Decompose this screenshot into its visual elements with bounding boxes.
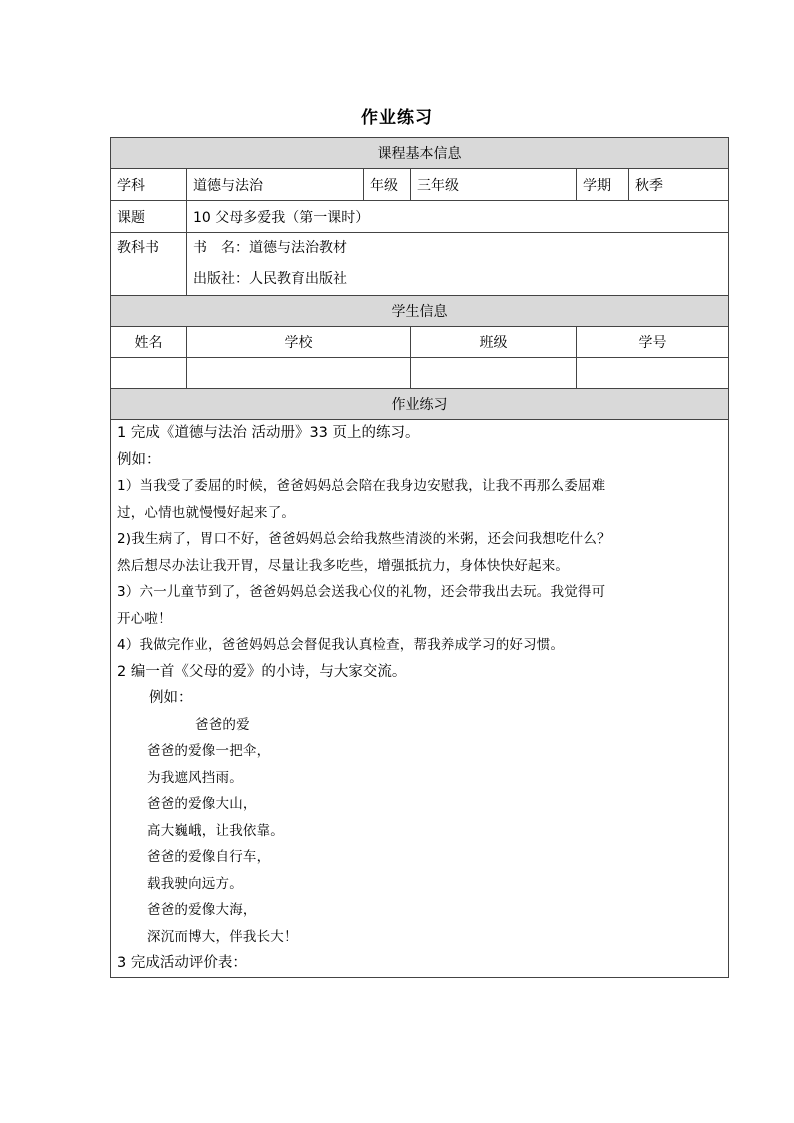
textbook-label: 教科书	[117, 240, 159, 256]
course-basic-row	[111, 169, 729, 201]
poem-line: 高大巍峨，让我依靠。	[147, 822, 284, 839]
poem-line: 爸爸的爱像自行车，	[147, 849, 271, 865]
grade-label: 年级	[364, 169, 411, 201]
student-class-value	[411, 358, 577, 389]
poem-line: 为我遮风挡雨。	[147, 769, 243, 786]
homework-heading: 作业练习	[111, 389, 729, 420]
student-info-band-row	[111, 296, 729, 327]
textbook-info-cell	[187, 233, 729, 296]
grade-value: 三年级	[411, 169, 577, 201]
homework-band-row	[111, 389, 729, 420]
task-2: 2 编一首《父母的爱》的小诗，与大家交流。	[117, 663, 407, 680]
topic-label: 课题	[111, 201, 187, 233]
example-line: 2)我生病了，胃口不好，爸爸妈妈总会给我熬些清淡的米粥，还会问我想吃什么？	[117, 531, 611, 547]
poem-line: 爸爸的爱像大山，	[147, 796, 257, 812]
homework-content-row	[111, 420, 729, 978]
subject-value: 道德与法治	[187, 169, 364, 201]
example-line: 3）六一儿童节到了，爸爸妈妈总会送我心仪的礼物，还会带我出去玩。我觉得可	[117, 584, 606, 600]
task-3: 3 完成活动评价表：	[117, 955, 247, 971]
student-name-header: 姓名	[111, 327, 187, 358]
subject-label: 学科	[111, 169, 187, 201]
student-value-row	[111, 358, 729, 389]
textbook-book-name: 书 名：道德与法治教材	[193, 240, 347, 256]
topic-row	[111, 201, 729, 233]
student-school-header: 学校	[187, 327, 411, 358]
example-line: 1）当我受了委屈的时候，爸爸妈妈总会陪在我身边安慰我，让我不再那么委屈难	[117, 478, 606, 494]
task-1-example-label: 例如：	[117, 451, 161, 468]
textbook-publisher: 出版社：人民教育出版社	[193, 271, 347, 287]
example-line: 4）我做完作业，爸爸妈妈总会督促我认真检查，帮我养成学习的好习惯。	[117, 637, 565, 653]
student-class-header: 班级	[411, 327, 577, 358]
textbook-label-cell	[111, 233, 187, 296]
homework-sheet	[110, 137, 729, 978]
student-school-value	[187, 358, 411, 389]
task-2-example-label: 例如：	[149, 690, 193, 706]
term-value: 秋季	[629, 169, 729, 201]
student-name-value	[111, 358, 187, 389]
student-id-value	[577, 358, 729, 389]
task-1: 1 完成《道德与法治 活动册》33 页上的练习。	[117, 425, 420, 441]
student-header-row	[111, 327, 729, 358]
poem-line: 载我驶向远方。	[147, 875, 243, 892]
page-title: 作业练习	[361, 108, 433, 128]
course-info-band-row	[111, 138, 729, 169]
student-id-header: 学号	[577, 327, 729, 358]
textbook-row	[111, 233, 729, 296]
example-line: 开心啦！	[117, 610, 172, 627]
example-line: 过，心情也就慢慢好起来了。	[117, 504, 296, 521]
poem-title: 爸爸的爱	[195, 716, 250, 733]
poem-line: 爸爸的爱像大海，	[147, 902, 257, 918]
student-info-heading: 学生信息	[111, 296, 729, 327]
term-label: 学期	[577, 169, 629, 201]
poem-line: 爸爸的爱像一把伞，	[147, 743, 271, 759]
poem-line: 深沉而博大，伴我长大！	[147, 928, 298, 945]
course-info-heading: 课程基本信息	[111, 138, 729, 169]
topic-value: 10 父母多爱我（第一课时）	[187, 201, 729, 233]
example-line: 然后想尽办法让我开胃，尽量让我多吃些，增强抵抗力，身体快快好起来。	[117, 557, 570, 574]
homework-content	[111, 420, 729, 978]
